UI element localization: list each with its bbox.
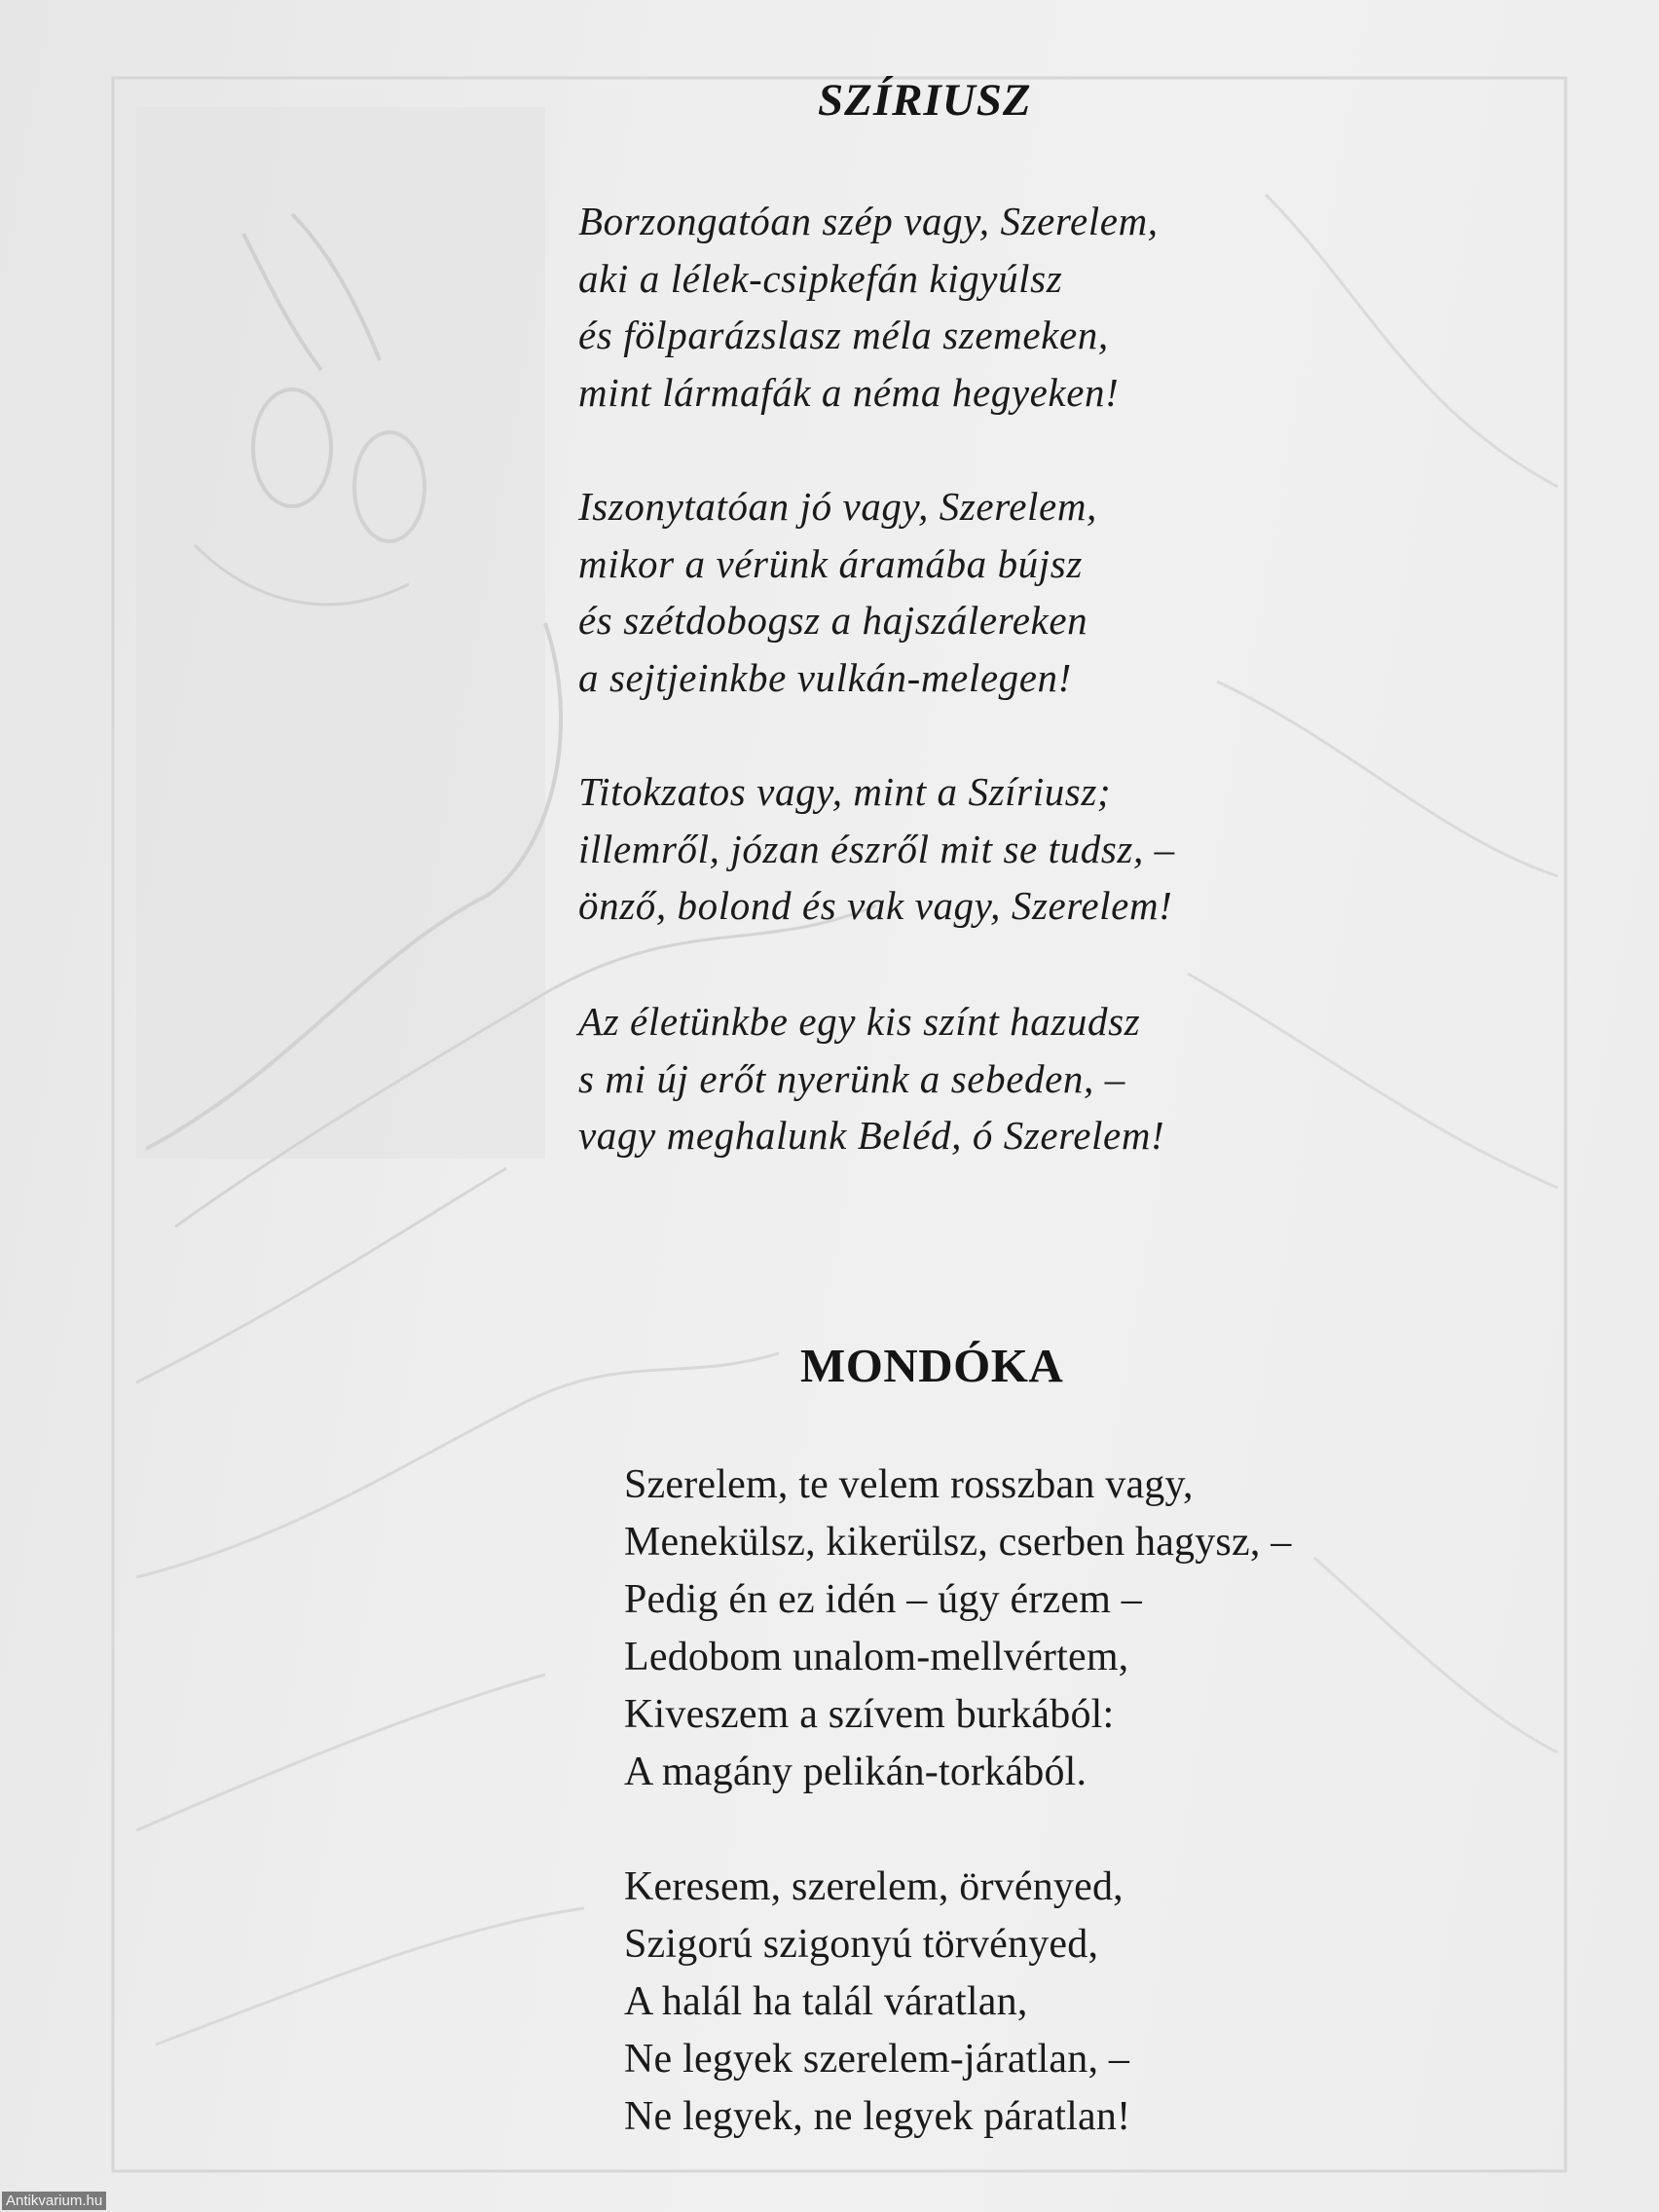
stanza	[578, 193, 1159, 421]
stanza	[578, 763, 1175, 935]
stanza	[578, 993, 1164, 1164]
poem-line: és fölparázslasz méla szemeken,	[578, 313, 1109, 357]
poem-line: illemről, józan észről mit se tudsz, –	[578, 826, 1175, 871]
poem-line: mint lármafák a néma hegyeken!	[578, 369, 1120, 415]
poem-line: Keresem, szerelem, örvényed,	[624, 1864, 1124, 1909]
stanza	[578, 478, 1097, 706]
poem-line: Menekülsz, kikerülsz, cserben hagysz, –	[624, 1520, 1292, 1565]
poem-line: Borzongatóan szép vagy, Szerelem,	[578, 199, 1159, 243]
poem-line: A halál ha talál váratlan,	[624, 1979, 1028, 2024]
poem-line: mikor a vérünk áramába bújsz	[578, 540, 1083, 586]
poem-title-sziriusz: SZÍRIUSZ	[818, 75, 1032, 126]
poem-line: s mi új erőt nyerünk a sebeden, –	[578, 1055, 1125, 1101]
poem-line: Ne legyek, ne legyek páratlan!	[624, 2094, 1131, 2139]
poem-line: Pedig én ez idén – úgy érzem –	[624, 1577, 1142, 1622]
poem-title-mondoka: MONDÓKA	[800, 1339, 1064, 1392]
poem-line: Ledobom unalom-mellvértem,	[624, 1635, 1129, 1679]
stanza	[624, 1456, 1291, 1801]
poem-line: Titokzatos vagy, mint a Szíriusz;	[578, 769, 1112, 814]
poem-line: vagy meghalunk Beléd, ó Szerelem!	[578, 1113, 1165, 1158]
poem-line: Ne legyek szerelem-járatlan, –	[624, 2037, 1130, 2082]
poem-line: A magány pelikán-torkából.	[624, 1750, 1088, 1794]
poem-line: Szigorú szigonyú törvényed,	[624, 1922, 1099, 1967]
poem-line: és szétdobogsz a hajszálereken	[578, 598, 1088, 643]
poem-line: Kiveszem a szívem burkából:	[624, 1692, 1115, 1737]
poem-line: Szerelem, te velem rosszban vagy,	[624, 1462, 1194, 1507]
poem-line: Iszonytatóan jó vagy, Szerelem,	[578, 484, 1097, 529]
poem-line: aki a lélek-csipkefán kigyúlsz	[578, 255, 1063, 301]
poem-line: önző, bolond és vak vagy, Szerelem!	[578, 883, 1173, 928]
stanza	[624, 1859, 1130, 2146]
poem-line: Az életünkbe egy kis színt hazudsz	[578, 999, 1141, 1044]
poem-line: a sejtjeinkbe vulkán-melegen!	[578, 654, 1072, 700]
watermark: Antikvarium.hu	[2, 2192, 106, 2210]
